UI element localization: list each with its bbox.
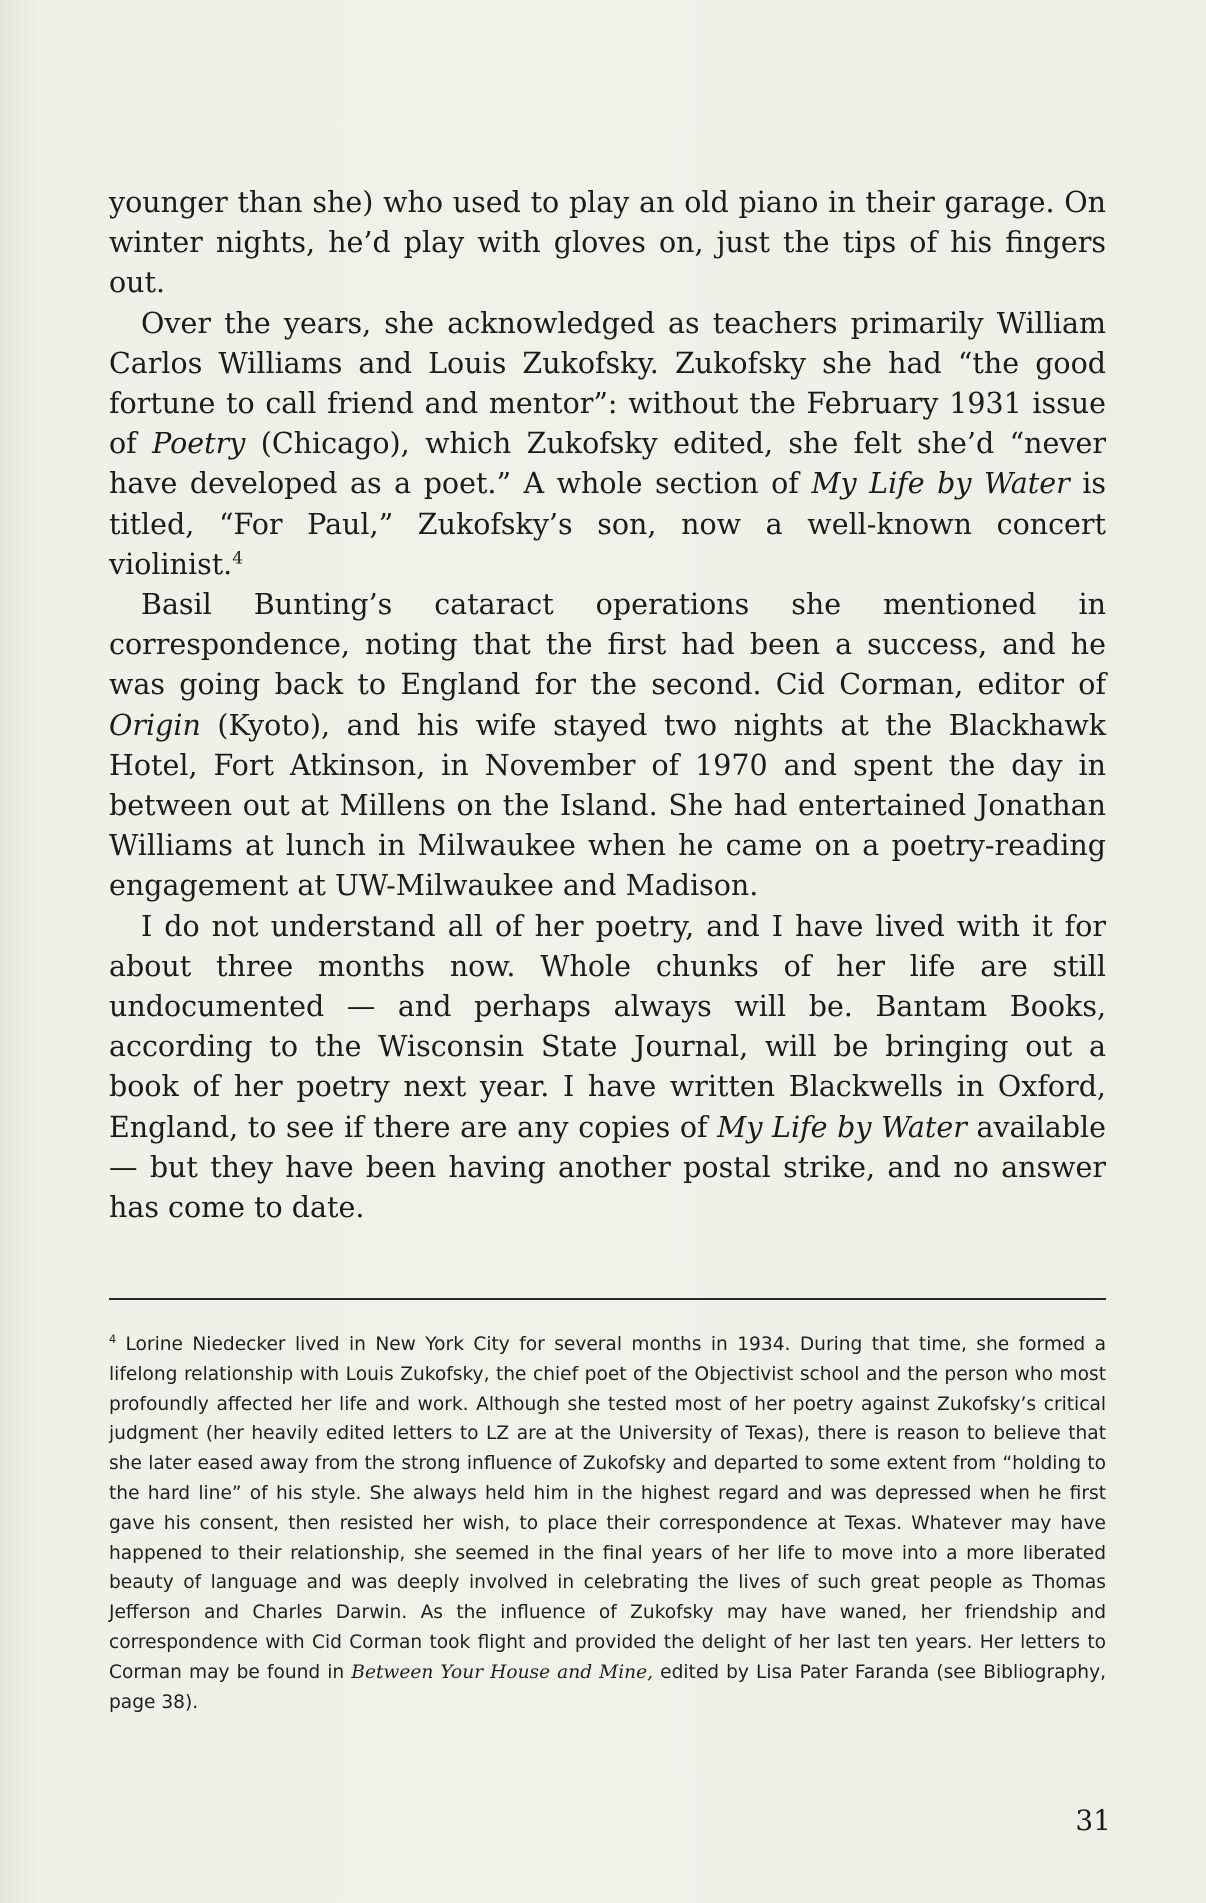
main-text: [109, 183, 1106, 1228]
footnote-divider: [109, 1298, 1106, 1300]
paragraph-3-text-b: (Kyoto), and his wife stayed two nights at the Blackhawk Hotel, Fort Atkinson, in November of 1970 and spent the day in between out at Millens on the Island. She had entertained Jonathan Williams at lunch in Milwaukee when he came on a poetry-reading engagement at UW-Milwaukee and Madison.: [109, 708, 1106, 903]
paragraph-1-text: younger than she) who used to play an old piano in their garage. On winter nights, he’d play with gloves on, just the tips of his fingers out.: [109, 186, 1106, 300]
poetry-journal-title: Poetry: [152, 427, 246, 461]
paragraph-4-text-b: available — but they have been having another postal strike, and no answer has come to date.: [109, 1110, 1107, 1225]
footnote-book-title: Between Your House and Mine,: [351, 1661, 654, 1683]
footnote-text-b: edited by Lisa Pater Faranda (see Bibliography, page 38).: [109, 1661, 1106, 1713]
paragraph-2-text-b: (Chicago), which Zukofsky edited, she felt she’d “never have developed as a poet.” A whole section of: [109, 427, 1106, 501]
book-title-my-life-by-water: My Life by Water: [811, 467, 1070, 501]
paragraph-4: [109, 907, 1106, 1229]
paragraph-2-text-a: Over the years, she acknowledged as teachers primarily William Carlos Williams and Louis Zukofsky. Zukofsky she had “the good fortune to call friend and mentor”: without the February 1931 issue of: [109, 306, 1106, 461]
origin-journal-title: Origin: [109, 708, 201, 742]
paragraph-3-text-a: Basil Bunting’s cataract operations she mentioned in correspondence, noting that the first had been a success, and he was going back to England for the second. Cid Corman, editor of: [109, 588, 1106, 702]
paragraph-1: [109, 183, 1106, 304]
footnote-marker: 4: [109, 1332, 117, 1346]
footnote-text-a: Lorine Niedecker lived in New York City for several months in 1934. During that time, she formed a lifelong relationship with Louis Zukofsky, the chief poet of the Objectivist school and the person who most profoundly affected her life and work. Although she tested most of her poetry against Zukofsky’s critical judgment (her heavily edited letters to LZ are at the University of Texas), there is reason to believe that she later eased away from the strong influence of Zukofsky and departed to some extent from “holding to the hard line” of his style. She always held him in the highest regard and was depressed when he first gave his consent, then resisted her wish, to place their correspondence at Texas. Whatever may have happened to their relationship, she seemed in the final years of her life to move into a more liberated beauty of language and was deeply involved in celebrating the lives of such great people as Thomas Jefferson and Charles Darwin. As the influence of Zukofsky may have waned, her friendship and correspondence with Cid Corman took flight and provided the delight of her last ten years. Her letters to Corman may be found in: [109, 1334, 1106, 1683]
footnote: [109, 1330, 1106, 1717]
book-title-my-life-by-water-2: My Life by Water: [717, 1110, 967, 1144]
paragraph-2-text-c: is titled, “For Paul,” Zukofsky’s son, now a well-known concert violinist.: [109, 467, 1106, 581]
paragraph-4-text-a: I do not understand all of her poetry, and I have lived with it for about three months now. Whole chunks of her life are still undocumented — and perhaps always will be. Bantam Books, according to the Wisconsin State Journal, will be bringing out a book of her poetry next year. I have written Blackwells in Oxford, England, to see if there are any copies of: [109, 909, 1106, 1144]
footnote-reference: 4: [232, 548, 244, 569]
paragraph-3: [109, 585, 1106, 907]
paragraph-2: [109, 304, 1106, 585]
page-number: 31: [1075, 1804, 1111, 1837]
